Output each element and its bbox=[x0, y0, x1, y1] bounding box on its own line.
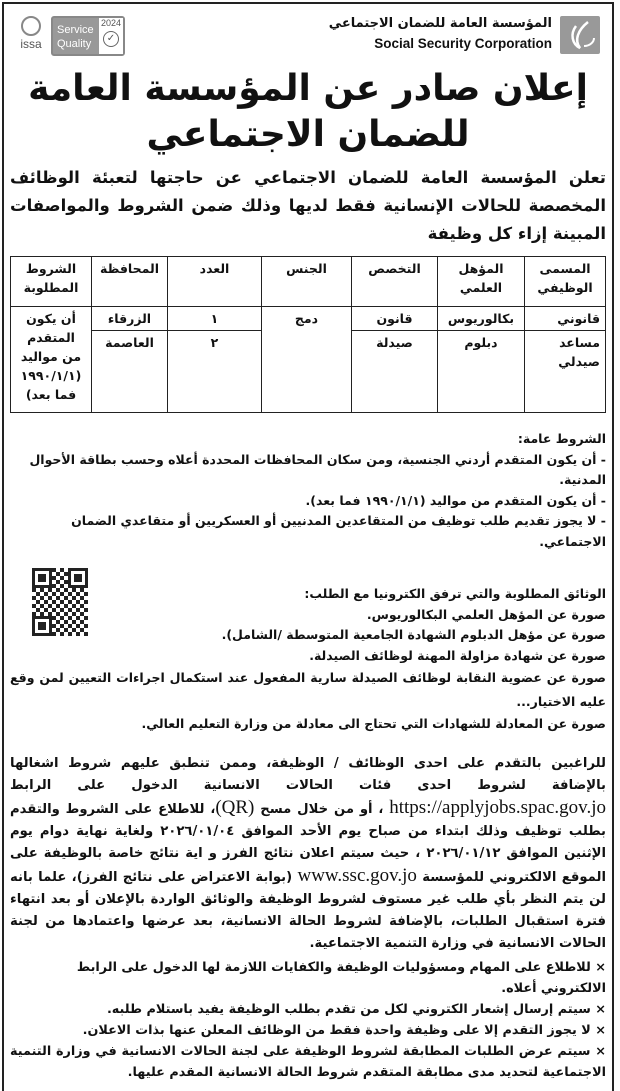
qr-label: (QR) bbox=[215, 796, 255, 818]
check-icon: ✓ bbox=[103, 31, 119, 47]
issa-logo bbox=[16, 16, 46, 56]
text: ، أو من خلال مسح bbox=[260, 801, 384, 817]
col-header: التخصص bbox=[352, 257, 438, 307]
list-item: صورة عن عضوية النقابة لوظائف الصيدلة سارية المفعول عند استكمال اجراءات التعيين لمن وقع عليه الاختيار... bbox=[10, 670, 606, 709]
application-paragraph bbox=[10, 753, 606, 955]
section-heading: الوثائق المطلوبة والتي ترفق الكترونيا مع الطلب: bbox=[304, 586, 606, 601]
page-title: إعلان صادر عن المؤسسة العامة للضمان الاجتماعي bbox=[28, 68, 588, 155]
cell: قانون bbox=[352, 307, 438, 331]
required-documents bbox=[10, 568, 606, 735]
list-item: × سيتم إرسال إشعار الكتروني لكل من تقدم بطلب الوظيفة يفيد باستلام طلبه. bbox=[106, 1001, 606, 1017]
cell: أن يكون المتقدم من مواليد (١٩٩٠/١/١ فما بعد) bbox=[11, 307, 92, 413]
notes-list bbox=[10, 957, 606, 1083]
org-name-ar: المؤسسة العامة للضمان الاجتماعي bbox=[328, 16, 552, 31]
table-header-row bbox=[11, 257, 606, 307]
service-quality-badge bbox=[51, 16, 125, 56]
col-header: المحافظة bbox=[92, 257, 168, 307]
apply-link[interactable]: https://applyjobs.spac.gov.jo bbox=[389, 796, 606, 818]
list-item: - لا يجوز تقديم طلب توظيف من المتقاعدين المدنيين أو العسكريين أو متقاعدي الضمان الاجتماعي. bbox=[71, 513, 606, 549]
col-header: العدد bbox=[168, 257, 262, 307]
general-conditions bbox=[10, 429, 606, 552]
cell: العاصمة bbox=[92, 331, 168, 413]
list-item: × لا يجوز التقدم إلا على وظيفة واحدة فقط من الوظائف المعلن عنها بذات الاعلان. bbox=[82, 1022, 606, 1038]
list-item: صورة عن المؤهل العلمي البكالوريوس. bbox=[366, 606, 606, 622]
col-header: الشروط المطلوبة bbox=[11, 257, 92, 307]
list-item: صورة عن مؤهل الدبلوم الشهادة الجامعية المتوسطة /الشامل). bbox=[221, 627, 606, 642]
badge-text: Service Quality bbox=[57, 24, 94, 50]
text: (بوابة الاعتراض على نتائج الفرز)، علما بانه لن يتم النظر بأي طلب غير مستوف لشروط الوظيفة والوثائق الواردة بالإعلان أو بعد انتهاء فترة استقبال الطلبات، بالإضافة لشروط الحالة الانسانية، بعد عرضها واعتمادها من لجنة الحالات الانسانية في وزارة التنمية الاجتماعية. bbox=[10, 869, 606, 951]
cell: مساعد صيدلي bbox=[525, 331, 606, 413]
col-header: المؤهل العلمي bbox=[438, 257, 525, 307]
cell: دبلوم bbox=[438, 331, 525, 413]
jobs-table bbox=[10, 256, 606, 413]
ssc-link[interactable]: www.ssc.gov.jo bbox=[297, 864, 417, 886]
org-name-en: Social Security Corporation bbox=[374, 36, 552, 51]
globe-icon bbox=[21, 16, 41, 36]
cell: صيدلة bbox=[352, 331, 438, 413]
list-item: - أن يكون المتقدم من مواليد (١٩٩٠/١/١ فما بعد). bbox=[305, 492, 606, 508]
badge-year: 2024 bbox=[100, 18, 122, 28]
list-item: صورة عن شهادة مزاولة المهنة لوظائف الصيدلة. bbox=[309, 647, 606, 663]
ad-frame bbox=[2, 2, 614, 1091]
cell: الزرقاء bbox=[92, 307, 168, 331]
intro-text: تعلن المؤسسة العامة للضمان الاجتماعي عن حاجتها لتعبئة الوظائف المخصصة للحالات الإنسانية فقط لديها وذلك ضمن الشروط والمواصفات المبينة إزاء كل وظيفة bbox=[10, 168, 606, 243]
text: ، للاطلاع على الشروط والتقدم بطلب توظيف وذلك ابتداء من صباح يوم الأحد الموافق ٢٠٢٦/٠١/٠٤ ولغاية نهاية دوام يوم الإثنين الموافق ٢٠٢٦/٠١/١٢ ، حيث سيتم اعلان نتائج الفرز و اية نتائج خاصة بالوظيفة على الموقع الالكتروني للمؤسسة bbox=[10, 801, 607, 885]
issa-text: issa bbox=[20, 37, 42, 51]
col-header: الجنس bbox=[262, 257, 352, 307]
col-header: المسمى الوظيفي bbox=[525, 257, 606, 307]
list-item: - أن يكون المتقدم أردني الجنسية، ومن سكان المحافظات المحددة أعلاه وحسب بطاقة الأحوال المدنية. bbox=[29, 451, 606, 487]
section-heading: الشروط عامة: bbox=[517, 431, 606, 446]
header bbox=[10, 4, 606, 62]
cell: ١ bbox=[168, 307, 262, 331]
list-item: صورة عن المعادلة للشهادات التي تحتاج الى معادلة من وزارة التعليم العالي. bbox=[141, 716, 606, 731]
ssc-logo-icon bbox=[560, 16, 600, 54]
cell: بكالوريوس bbox=[438, 307, 525, 331]
cell: ٢ bbox=[168, 331, 262, 413]
table-row bbox=[11, 307, 606, 331]
text: للراغبين بالتقدم على احدى الوظائف / الوظيفة، وممن تنطبق عليهم شروط اشغالها بالإضافة لشروط احدى فئات الحالات الانسانية الدخول على الرابط bbox=[10, 755, 606, 793]
cell: دمج bbox=[262, 307, 352, 413]
qr-code[interactable] bbox=[32, 568, 88, 636]
cell: قانوني bbox=[525, 307, 606, 331]
list-item: × سيتم عرض الطلبات المطابقة لشروط الوظيفة على لجنة الحالات الانسانية في وزارة التنمية الاجتماعية لتحديد مدى مطابقة المتقدم شروط الحالة الانسانية المقدم عليها. bbox=[10, 1043, 606, 1080]
list-item: × للاطلاع على المهام ومسؤوليات الوظيفة والكفايات اللازمة لها الدخول على الرابط الالكتروني أعلاه. bbox=[76, 959, 606, 996]
